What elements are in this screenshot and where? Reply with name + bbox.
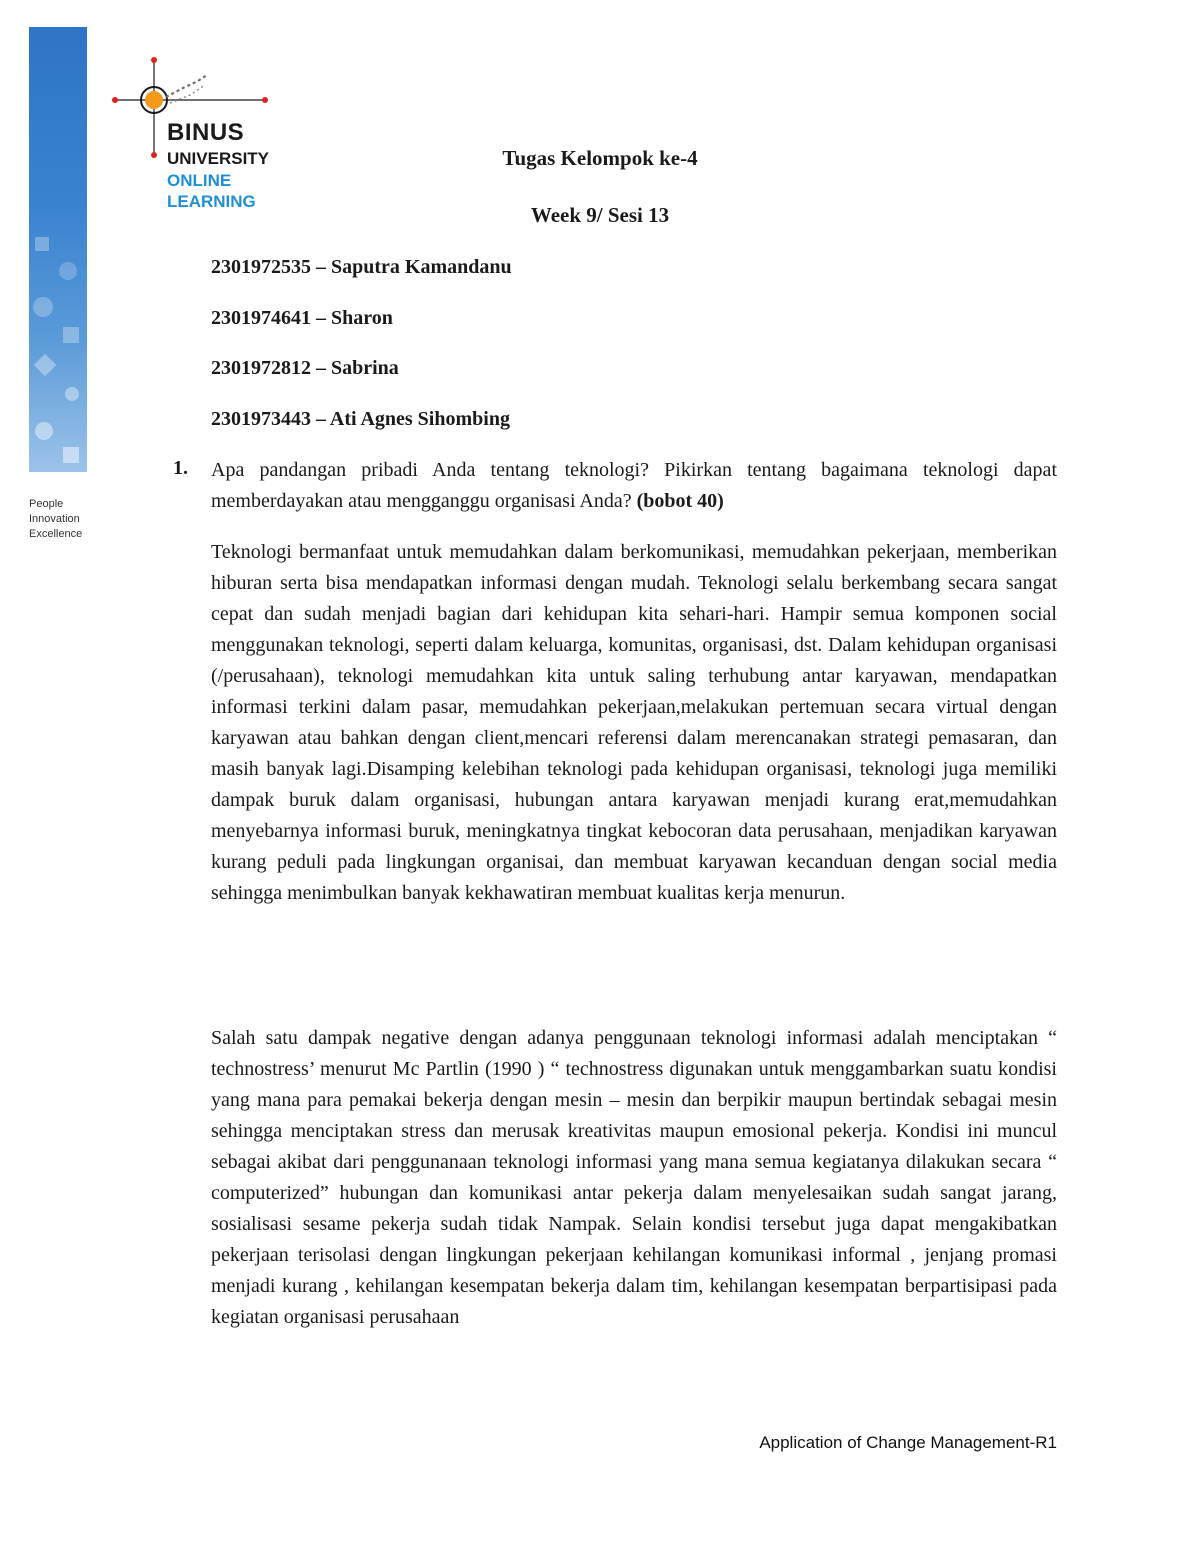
member-2: 2301974641 – Sharon <box>211 307 393 329</box>
logo-text-learning: LEARNING <box>167 192 256 211</box>
question-number: 1. <box>173 457 188 479</box>
member-1: 2301972535 – Saputra Kamandanu <box>211 256 512 278</box>
logo-text-binus: BINUS <box>167 119 245 146</box>
logo-text-online: ONLINE <box>167 171 232 190</box>
page-subtitle: Week 9/ Sesi 13 <box>530 203 670 227</box>
answer-paragraph-2: Salah satu dampak negative dengan adanya penggunaan teknologi informasi adalah menciptakan “ technostress’ menurut Mc Partlin (1990 ) “ technostress digunakan untuk menggambarkan suatu kondisi yang mana para pemakai bekerja dengan mesin – mesin dan berpikir maupun bertindak sebagai mesin sehingga menciptakan stress dan merusak kreativitas maupun emosional pekerja. Kondisi ini muncul sebagai akibat dari penggunanaan teknologi informasi yang mana semua kegiatanya dilakukan secara “ computerized” hubungan dan komunikasi antar pekerja dalam menyelesaikan sudah sangat jarang, sosialisasi sesame pekerja sudah tidak Nampak. Selain kondisi tersebut juga dapat mengakibatkan pekerjaan terisolasi dengan lingkungan pekerjaan kehilangan komunikasi informal , jenjang promasi menjadi kurang , kehilangan kesempatan bekerja dalam tim, kehilangan kesempatan berpartisipasi pada kegiatan organisasi perusahaan <box>211 1027 1057 1328</box>
page-title: Tugas Kelompok ke-4 <box>502 146 698 170</box>
question-text <box>211 455 1057 517</box>
question-weight: (bobot 40) <box>636 490 724 512</box>
question-body: Apa pandangan pribadi Anda tentang teknologi? Pikirkan tentang bagaimana teknologi dapat memberdayakan atau mengganggu organisasi Anda? <box>211 459 1057 512</box>
tagline-innovation: Innovation <box>29 513 80 525</box>
logo-text-university: UNIVERSITY <box>167 149 270 168</box>
tagline <box>29 497 82 542</box>
answer-paragraph-1: Teknologi bermanfaat untuk memudahkan dalam berkomunikasi, memudahkan pekerjaan, memberikan hiburan serta bisa mendapatkan informasi dengan mudah. Teknologi selalu berkembang secara sangat cepat dan sudah menjadi bagian dari kehidupan kita sehari-hari. Hampir semua komponen social menggunakan teknologi, seperti dalam keluarga, komunitas, organisasi, dst. Dalam kehidupan organisasi (/perusahaan), teknologi memudahkan kita untuk saling terhubung antar karyawan, mendapatkan informasi terkini dalam pasar, memudahkan pekerjaan,melakukan pertemuan secara virtual dengan karyawan atau bahkan dengan client,mencari referensi dalam merencanakan strategi pemasaran, dan masih banyak lagi.Disamping kelebihan teknologi pada kehidupan organisasi, teknologi juga memiliki dampak buruk dalam organisasi, hubungan antara karyawan menjadi kurang erat,memudahkan menyebarnya informasi buruk, meningkatnya tingkat kebocoran data perusahaan, menjadikan karyawan kurang peduli pada lingkungan organisai, dan membuat karyawan kecanduan dengan social media sehingga menimbulkan banyak kekhawatiran membuat kualitas kerja menurun. <box>211 541 1057 904</box>
tagline-people: People <box>29 498 64 510</box>
member-3: 2301972812 – Sabrina <box>211 357 399 379</box>
tagline-excellence: Excellence <box>29 528 83 540</box>
decorative-side-strip <box>29 27 87 472</box>
member-4: 2301973443 – Ati Agnes Sihombing <box>211 408 510 430</box>
page-footer: Application of Change Management-R1 <box>759 1433 1057 1452</box>
